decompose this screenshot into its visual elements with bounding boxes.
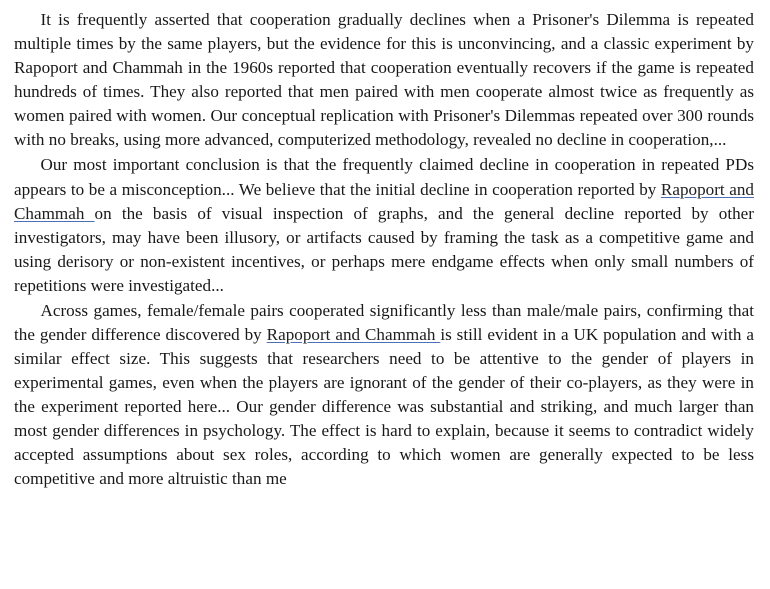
paragraph-text: Across games, female/female pairs cooperated significantly less than male/male pairs, confirming that the gender difference discovered by [14,300,754,344]
citation-link[interactable]: Rapoport and Chammah [266,324,441,344]
paragraph-text: is still evident in a UK population and with a similar effect size. This suggests that researchers need to be attentive to the gender of players in experimental games, even when the players are ignorant of the gender of their co-players, as they were in the experiment reported here... Our gender difference was substantial and striking, and much larger than most gender differences in psychology. The effect is hard to explain, because it seems to contradict widely accepted assumptions about sex roles, according to which women are generally expected to be less competitive and more altruistic than me [14,324,754,489]
paragraph-text: on the basis of visual inspection of graphs, and the general decline reported by other investigators, may have been illusory, or artifacts caused by framing the task as a competitive game and using derisory or non-existent incentives, or perhaps mere endgame effects when only small numbers of repetitions were investigated... [14,203,754,295]
citation-link[interactable]: Rapoport and Chammah [14,179,755,223]
document-text-body [14,8,754,492]
paragraph-text: Our most important conclusion is that the frequently claimed decline in cooperation in repeated PDs appears to be a misconception... We believe that the initial decline in cooperation reported by [14,155,754,199]
document-paragraph [14,153,754,298]
paragraph-text: It is frequently asserted that cooperation gradually declines when a Prisoner's Dilemma is repeated multiple times by the same players, but the evidence for this is unconvincing, and a classic experiment by Rapoport and Chammah in the 1960s reported that cooperation eventually recovers if the game is repeated hundreds of times. They also reported that men paired with men cooperate almost twice as frequently as women paired with women. Our conceptual replication with Prisoner's Dilemmas repeated over 300 rounds with no breaks, using more advanced, computerized methodology, revealed no decline in cooperation,... [14,10,754,150]
document-paragraph [14,299,754,492]
document-paragraph [14,8,754,153]
